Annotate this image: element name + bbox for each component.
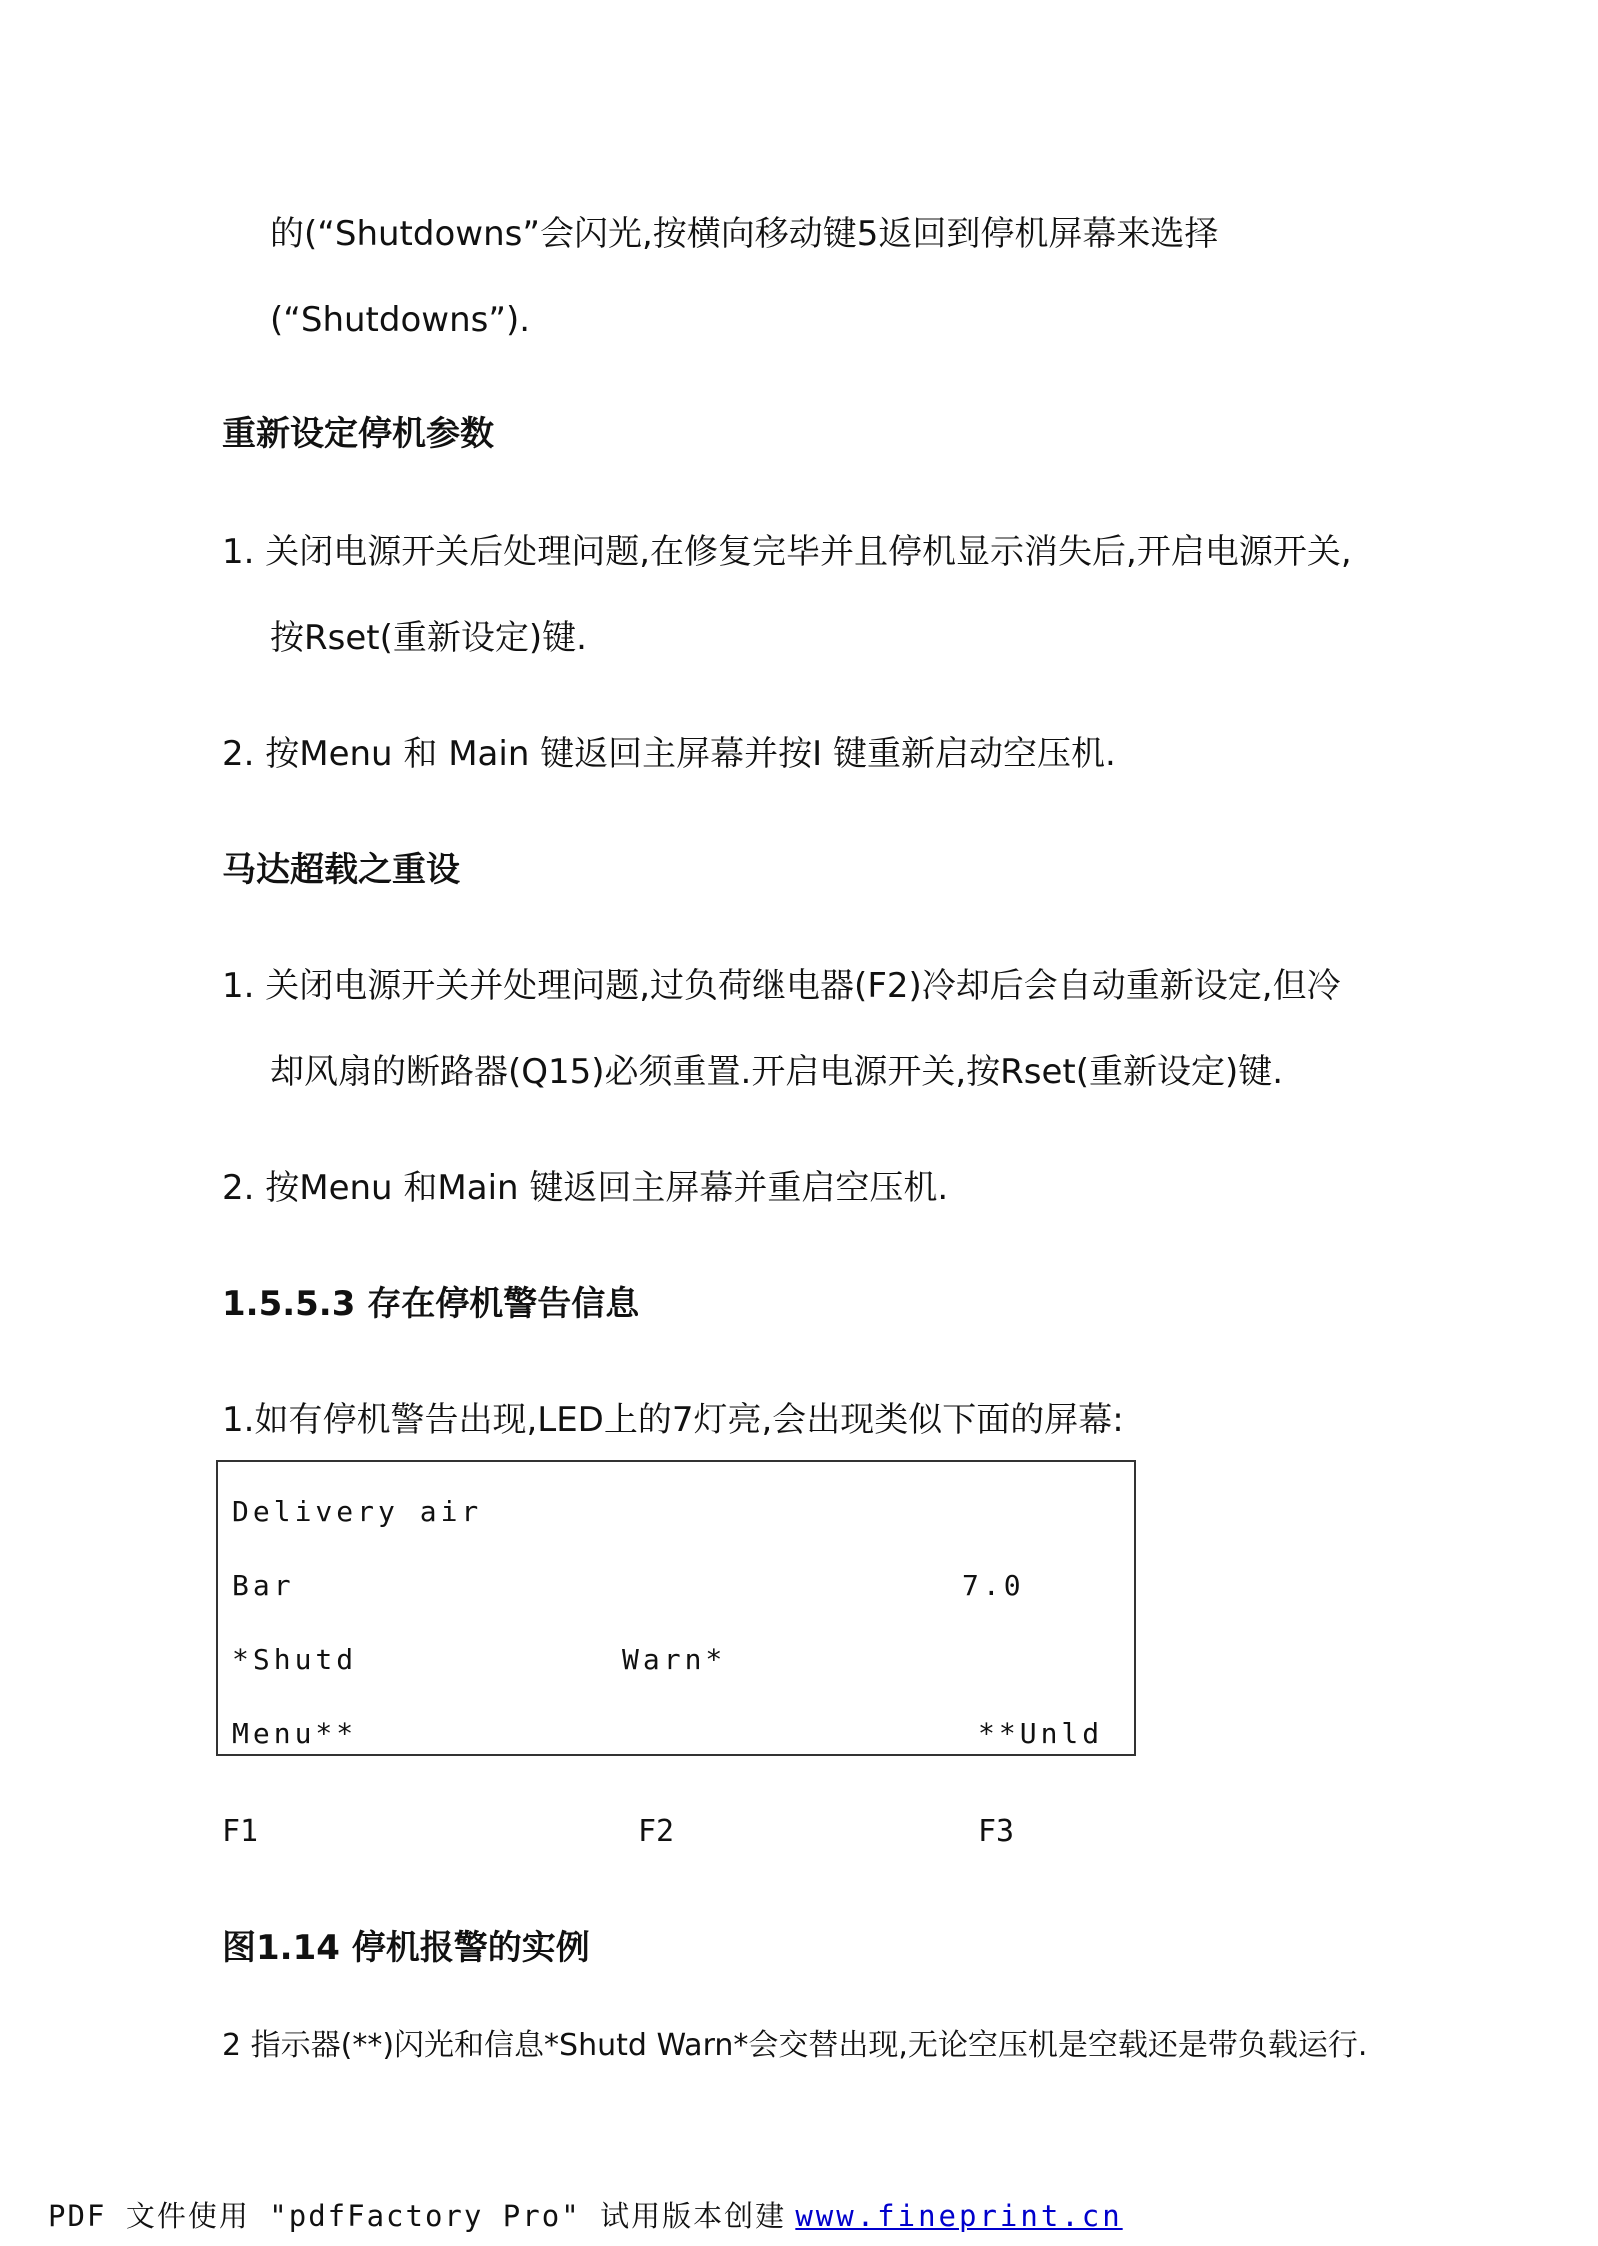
heading-motor-overload: 马达超载之重设	[222, 850, 460, 890]
screen-row-menu: Menu**	[232, 1717, 358, 1750]
section-heading-warning: 1.5.5.3 存在停机警告信息	[222, 1284, 640, 1324]
screen-row-bar-value: 7.0	[962, 1569, 1025, 1602]
pdf-footer	[48, 2196, 1123, 2236]
screen-row-unld: **Unld	[978, 1717, 1104, 1750]
warning-item-2: 2 指示器(**)闪光和信息*Shutd Warn*会交替出现,无论空压机是空载还是带负载运行.	[222, 2028, 1368, 2063]
screen-row-delivery-air: Delivery air	[232, 1495, 483, 1528]
screen-row-warn: Warn*	[622, 1643, 727, 1676]
screen-row-bar-label: Bar	[232, 1569, 295, 1602]
heading-reset-shutdown: 重新设定停机参数	[222, 414, 494, 454]
function-key-f3: F3	[978, 1814, 1015, 1849]
warning-item-1: 1.如有停机警告出现,LED上的7灯亮,会出现类似下面的屏幕:	[222, 1400, 1124, 1440]
function-key-f1: F1	[222, 1814, 259, 1849]
screen-row-shutd: *Shutd	[232, 1643, 358, 1676]
motor-item-2: 2. 按Menu 和Main 键返回主屏幕并重启空压机.	[222, 1168, 949, 1208]
motor-item-1-line-2: 却风扇的断路器(Q15)必须重置.开启电源开关,按Rset(重新设定)键.	[270, 1052, 1284, 1092]
reset-item-1-line-1: 1. 关闭电源开关后处理问题,在修复完毕并且停机显示消失后,开启电源开关,	[222, 532, 1352, 572]
figure-caption: 图1.14 停机报警的实例	[222, 1928, 590, 1968]
footer-text: PDF 文件使用 "pdfFactory Pro" 试用版本创建	[48, 2199, 787, 2233]
function-key-f2: F2	[638, 1814, 675, 1849]
footer-link[interactable]: www.fineprint.cn	[795, 2199, 1123, 2233]
reset-item-2: 2. 按Menu 和 Main 键返回主屏幕并按I 键重新启动空压机.	[222, 734, 1116, 774]
controller-screen	[216, 1460, 1136, 1756]
motor-item-1-line-1: 1. 关闭电源开关并处理问题,过负荷继电器(F2)冷却后会自动重新设定,但冷	[222, 966, 1341, 1006]
continuation-line-2: (“Shutdowns”).	[270, 300, 531, 340]
reset-item-1-line-2: 按Rset(重新设定)键.	[270, 618, 587, 658]
continuation-line-1: 的(“Shutdowns”会闪光,按横向移动键5返回到停机屏幕来选择	[270, 214, 1219, 254]
